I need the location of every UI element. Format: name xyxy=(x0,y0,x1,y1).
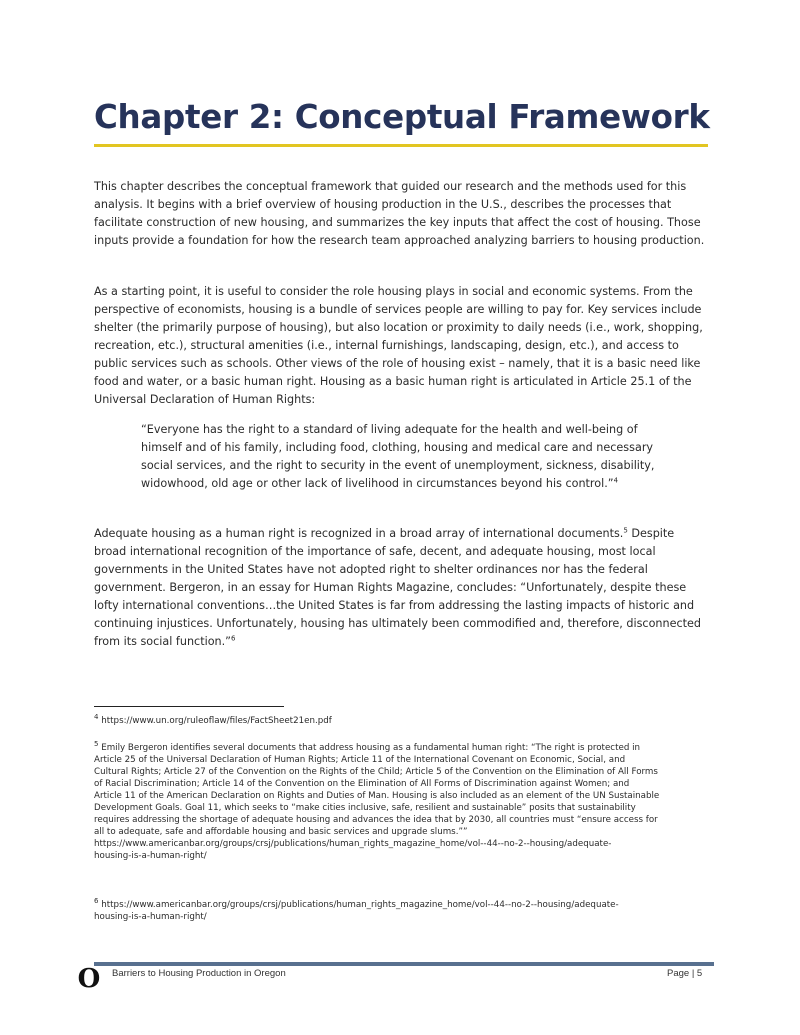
footnote-number: 4 xyxy=(94,713,99,722)
footer-page-number: Page | 5 xyxy=(667,968,703,979)
footnote-line: Development Goals. Goal 11, which seeks to “make cities inclusive, safe, resilient and sustainable” posits that sustainability xyxy=(94,803,636,813)
logo-letter: O xyxy=(77,965,101,989)
footnote-line: Article 25 of the Universal Declaration of Human Rights; Article 11 of the International Covenant on Economic, Social, and xyxy=(94,755,626,765)
footnote-line: Cultural Rights; Article 27 of the Convention on the Rights of the Child; Article 5 of the Convention on the Elimination of All Forms xyxy=(94,767,658,777)
footnote-ref-6[interactable]: 6 xyxy=(230,634,236,643)
footnote-line: requires addressing the shortage of adequate housing and advances the idea that by 2030, all countries must “ensure access for xyxy=(94,815,658,825)
footnote-link[interactable]: housing-is-a-human-right/ xyxy=(94,912,207,922)
page-title: Chapter 2: Conceptual Framework xyxy=(94,98,710,136)
intro-paragraph: This chapter describes the conceptual framework that guided our research and the methods used for this analysis. It begins with a brief overview of housing production in the U.S., describes the processes that facilitate construction of new housing, and summarizes the key inputs that affect the cost of housing. Those inputs provide a foundation for how the research team approached analyzing barriers to housing production. xyxy=(94,180,705,247)
university-o-logo-icon xyxy=(75,965,103,989)
footer-rule xyxy=(94,962,714,966)
footnote-separator xyxy=(94,706,284,707)
human-right-paragraph xyxy=(94,525,708,651)
paragraph-text-part2: Despite broad international recognition of the importance of safe, decent, and adequate housing, most local governments in the United States have not adopted right to shelter ordinances nor has the federal government. Bergeron, in an essay for Human Rights Magazine, concludes: “Unfortunately, despite these lofty international conventions…the United States is far from addressing the lasting impacts of historic and continuing injustices. Unfortunately, housing has ultimately been commodified and, therefore, disconnected from its social function.” xyxy=(94,527,702,648)
footnote-number: 6 xyxy=(94,897,99,906)
footnote-line: all to adequate, safe and affordable housing and basic services and upgrade slums.”” xyxy=(94,827,468,837)
footnote-text: Emily Bergeron identifies several documents that address housing as a fundamental human right: “The right is protected in xyxy=(98,743,641,753)
footnote-link[interactable]: https://www.americanbar.org/groups/crsj/publications/human_rights_magazine_home/vol--44--no-2--housing/adequate- xyxy=(98,900,619,910)
footnote-link[interactable]: https://www.americanbar.org/groups/crsj/publications/human_rights_magazine_home/vol--44--no-2--housing/adequate- xyxy=(94,839,612,849)
footnote-line xyxy=(94,899,714,911)
paragraph-text-part1: Adequate housing as a human right is recognized in a broad array of international documents. xyxy=(94,527,624,540)
starting-point-paragraph: As a starting point, it is useful to consider the role housing plays in social and economic systems. From the perspective of economists, housing is a bundle of services people are willing to pay for. Key services include shelter (the primarily purpose of housing), but also location or proximity to daily needs (i.e., work, shopping, recreation, etc.), structural amenities (i.e., internal furnishings, landscaping, design, etc.), and access to public services such as schools. Other views of the role of housing exist – namely, that it is a basic need like food and water, or a basic human right. Housing as a basic human right is articulated in Article 25.1 of the Universal Declaration of Human Rights: xyxy=(94,285,703,406)
block-quote xyxy=(141,421,656,493)
footnote-6 xyxy=(94,899,714,923)
footnote-line: of Racial Discrimination; Article 14 of the Convention on the Elimination of All Forms of Discrimination against Women; and xyxy=(94,779,630,789)
footnote-line xyxy=(94,742,714,754)
footnote-ref-5[interactable]: 5 xyxy=(623,526,628,535)
footnote-5 xyxy=(94,742,714,862)
footnote-link[interactable]: https://www.un.org/ruleoflaw/files/FactSheet21en.pdf xyxy=(98,716,332,726)
footnote-ref-4[interactable]: 4 xyxy=(613,476,619,485)
footnote-number: 5 xyxy=(94,740,99,749)
quote-text: “Everyone has the right to a standard of living adequate for the health and well-being of himself and of his family, including food, clothing, housing and medical care and necessary social services, and the right to security in the event of unemployment, sickness, disability, widowhood, old age or other lack of livelihood in circumstances beyond his control.” xyxy=(141,423,655,490)
title-underline xyxy=(94,144,708,147)
footnote-link[interactable]: housing-is-a-human-right/ xyxy=(94,851,207,861)
footnote-4 xyxy=(94,715,714,727)
footnote-line: Article 11 of the American Declaration on Rights and Duties of Man. Housing is also included as an element of the UN Sustainable xyxy=(94,791,660,801)
footer-document-title: Barriers to Housing Production in Oregon xyxy=(112,968,286,979)
